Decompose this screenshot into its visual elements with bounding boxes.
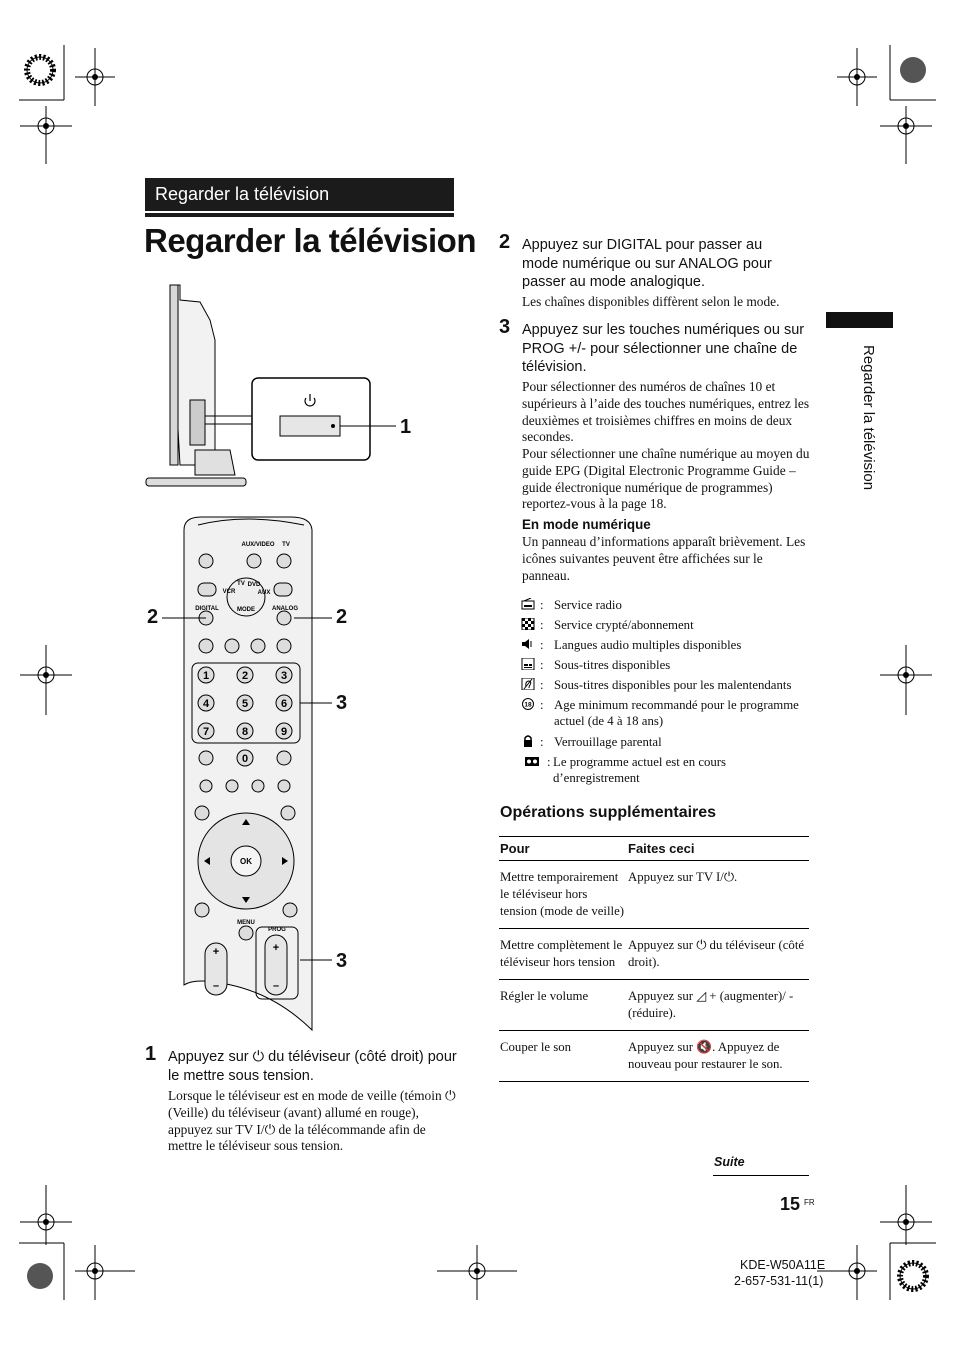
section-header-rule (145, 213, 454, 217)
table-cell: Régler le volume (499, 980, 627, 1031)
remote-digit-6: 6 (280, 698, 288, 710)
remote-tv-ring-label: TV (237, 581, 245, 587)
remote-digit-3: 3 (280, 670, 288, 682)
scrambled-icon (521, 618, 535, 630)
remote-menu-label: MENU (237, 920, 255, 926)
remote-ok-label: OK (240, 857, 252, 866)
side-tab-label: Regarder la télévision (860, 345, 877, 491)
table-header-row (499, 837, 809, 861)
section-header: Regarder la télévision (145, 178, 454, 211)
step-2-title: Appuyez sur DIGITAL pour passer au mode numérique ou sur ANALOG pour passer au mode analogique. (522, 237, 772, 290)
remote-prog-plus: + (272, 942, 280, 954)
step-3-body-2: Pour sélectionner une chaîne numérique au moyen du guide EPG (Digital Electronic Programme Guide – guide électronique numérique de programmes) reportez-vous à la page 18. (522, 446, 810, 512)
step-2-body: Les chaînes disponibles diffèrent selon le mode. (522, 294, 780, 309)
hearing-impaired-subtitles-icon (521, 678, 535, 690)
remote-digit-4: 4 (202, 698, 210, 710)
remote-tv-label: TV (282, 542, 290, 548)
remote-digit-2: 2 (241, 670, 249, 682)
model-number: KDE-W50A11E (740, 1258, 826, 1272)
remote-dvd-label: DVD (247, 582, 261, 588)
table-cell: Appuyez sur ⏻ du téléviseur (côté droit). (627, 929, 809, 980)
table-row (499, 1031, 809, 1082)
page-language-suffix: FR (804, 1198, 815, 1207)
callout-2-right: 2 (336, 606, 348, 628)
svg-text:18: 18 (524, 701, 532, 709)
page-title: Regarder la télévision (144, 222, 476, 259)
radio-icon (521, 598, 535, 610)
side-tab-bar (826, 312, 893, 328)
table-row (499, 929, 809, 980)
page-number: 15 (780, 1194, 801, 1214)
digital-mode-subheading: En mode numérique (522, 517, 651, 532)
step-1-title: Appuyez sur ⏻ du téléviseur (côté droit) pour le mettre sous tension. (168, 1049, 457, 1084)
step-3-body-1: Pour sélectionner des numéros de chaînes 10 et supérieurs à l’aide des touches numériques, entrez les deuxièmes et troisièmes chiffres en moins de deux secondes. (522, 379, 810, 445)
callout-1: 1 (400, 416, 412, 438)
part-number: 2-657-531-11(1) (734, 1274, 824, 1288)
remote-digit-9: 9 (280, 726, 288, 738)
table-cell: Appuyez sur ◿ + (augmenter)/ - (réduire). (627, 980, 809, 1031)
column-header: Pour (499, 837, 627, 861)
table-row (499, 861, 809, 929)
remote-prog-label: PROG (268, 927, 286, 933)
remote-vol-minus: – (212, 980, 220, 992)
table-cell: Mettre complètement le téléviseur hors tension (499, 929, 627, 980)
table-cell: Mettre temporairement le téléviseur hors tension (mode de veille) (499, 861, 627, 929)
table-cell: Appuyez sur 🔇. Appuyez de nouveau pour restaurer le son. (627, 1031, 809, 1082)
callout-3-prog: 3 (336, 950, 348, 972)
step-3-body-3: Un panneau d’informations apparaît brièvement. Les icônes suivantes peuvent être affichées sur le panneau. (522, 534, 806, 583)
continued-label: Suite (714, 1155, 745, 1169)
table-cell: Appuyez sur TV I/⏻. (627, 861, 809, 929)
recording-icon (521, 755, 543, 767)
remote-aux-label: AUX (257, 590, 271, 596)
remote-vol-plus: + (212, 946, 220, 958)
continued-rule (713, 1175, 809, 1176)
remote-digit-5: 5 (241, 698, 249, 710)
step-1-body: Lorsque le téléviseur est en mode de veille (témoin ⏻ (Veille) du téléviseur (avant) allumé en rouge), appuyez sur TV I/⏻ de la télécommande afin de mettre le téléviseur sous tension. (168, 1088, 456, 1154)
lock-icon (521, 735, 535, 747)
remote-mode-label: MODE (237, 607, 255, 613)
remote-prog-minus: – (272, 980, 280, 992)
step-1-number: 1 (145, 1043, 157, 1065)
step-2-number: 2 (499, 231, 511, 253)
subtitles-icon (521, 658, 535, 670)
table-row (499, 980, 809, 1031)
remote-analog-label: ANALOG (272, 606, 298, 612)
tv-side-illustration (140, 280, 430, 495)
callout-2-left: 2 (147, 606, 159, 628)
remote-callout-lines (160, 600, 360, 980)
operations-table (499, 836, 809, 1082)
operations-heading: Opérations supplémentaires (500, 804, 717, 821)
remote-digit-0: 0 (241, 753, 249, 765)
step-3-title: Appuyez sur les touches numériques ou sur PROG +/- pour sélectionner une chaîne de télévision. (522, 322, 805, 375)
callout-3-numbers: 3 (336, 692, 348, 714)
table-cell: Couper le son (499, 1031, 627, 1082)
step-3-number: 3 (499, 316, 511, 338)
remote-digit-7: 7 (202, 726, 210, 738)
remote-vcr-label: VCR (222, 589, 236, 595)
remote-digital-label: DIGITAL (195, 606, 219, 612)
audio-languages-icon (521, 638, 535, 650)
column-header: Faites ceci (627, 837, 809, 861)
age-rating-icon (521, 698, 535, 710)
remote-digit-8: 8 (241, 726, 249, 738)
remote-digit-1: 1 (202, 670, 210, 682)
remote-auxvideo-label: AUX/VIDEO (241, 542, 275, 548)
